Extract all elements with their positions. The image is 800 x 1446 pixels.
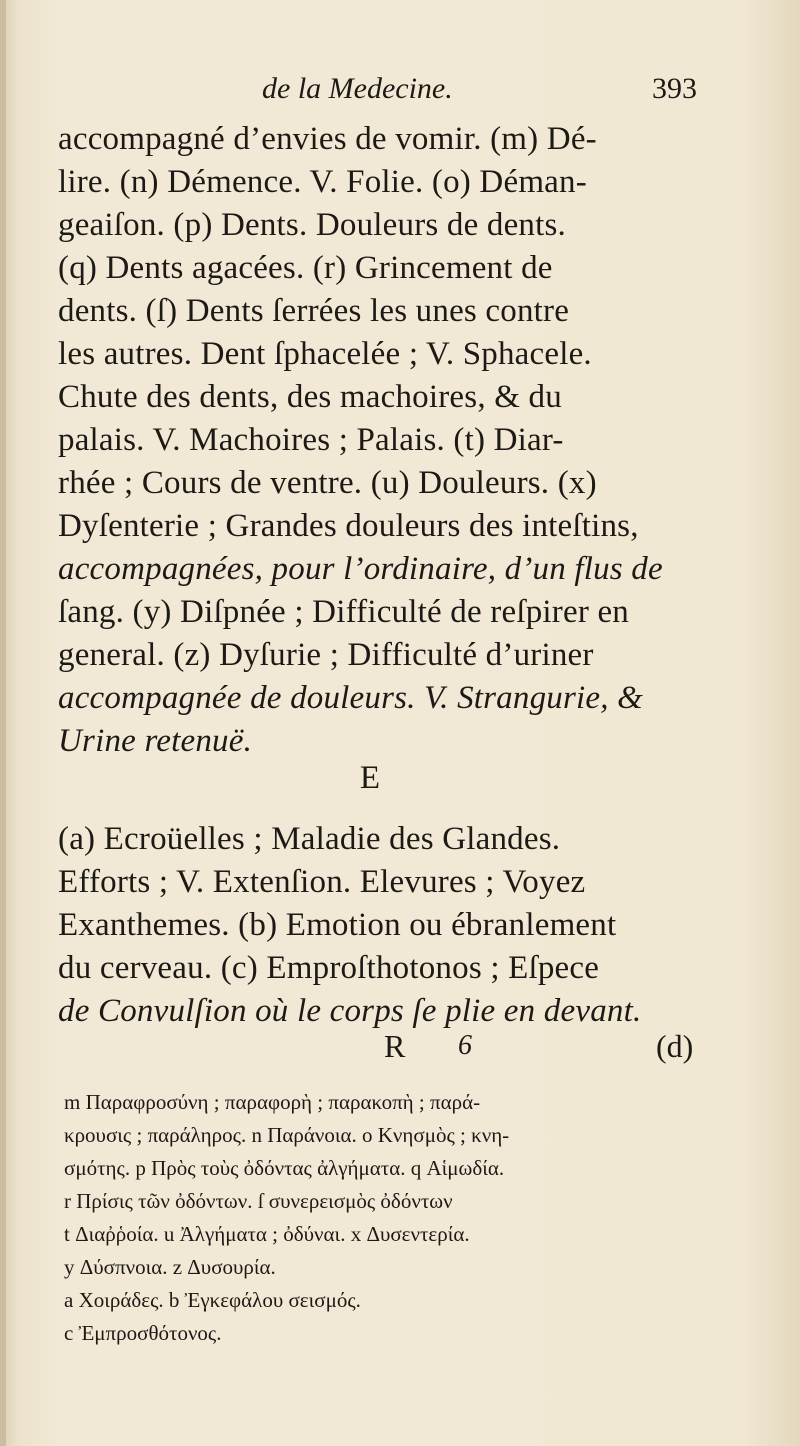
page-number: 393 — [652, 72, 697, 105]
text-line: du cerveau. (c) Emproſthotonos ; Eſpece — [58, 950, 600, 986]
text-line: Chute des dents, des machoires, & du — [58, 379, 562, 415]
text-line: de Convulſion où le corps ſe plie en devant. — [58, 993, 642, 1029]
section-letter-text: E — [359, 760, 381, 796]
text-line: (q) Dents agacées. (r) Grincement de — [58, 250, 553, 286]
main-text-continued — [58, 818, 708, 1033]
catchword: (d) — [656, 1028, 694, 1064]
footnote-line: r Πρίσις τῶν ὀδόντων. ſ συνερεισμὸς ὀδόντων — [64, 1189, 453, 1213]
text-line: (a) Ecroüelles ; Maladie des Glandes. — [58, 821, 561, 857]
page-edge — [0, 0, 6, 1446]
signature-number: 6 — [458, 1030, 472, 1061]
section-letter — [0, 758, 800, 798]
running-head: de la Medecine. — [262, 72, 453, 105]
text-line: Exanthemes. (b) Emotion ou ébranlement — [58, 907, 617, 943]
text-line: accompagné d’envies de vomir. (m) Dé- — [58, 121, 597, 157]
text-line: Urine retenuë. — [58, 723, 253, 759]
text-line: accompagnées, pour l’ordinaire, d’un flus de — [58, 551, 663, 587]
text-line: geaiſon. (p) Dents. Douleurs de dents. — [58, 207, 566, 243]
footnote-line: y Δύσπνοια. z Δυσουρία. — [64, 1255, 276, 1279]
footnote-line: κρουσις ; παράληρος. n Παράνοια. o Κνησμὸς ; κνη- — [64, 1123, 510, 1147]
text-line: lire. (n) Démence. V. Folie. (o) Déman- — [58, 164, 587, 200]
text-line: general. (z) Dyſurie ; Difficulté d’uriner — [58, 637, 594, 673]
text-line: Dyſenterie ; Grandes douleurs des inteſtins, — [58, 508, 639, 544]
text-line: palais. V. Machoires ; Palais. (t) Diar- — [58, 422, 564, 458]
text-line: Efforts ; V. Extenſion. Elevures ; Voyez — [58, 864, 586, 900]
footnote-line: σμότης. p Πρὸς τοὺς ὀδόντας ἀλγήματα. q Αἱμωδία. — [64, 1156, 505, 1180]
footnote-line: a Χοιράδες. b Ἐγκεφάλου σεισμός. — [64, 1288, 361, 1312]
text-line: ſang. (y) Diſpnée ; Difficulté de reſpirer en — [58, 594, 629, 630]
signature-mark: R — [384, 1028, 406, 1064]
page-header — [0, 72, 800, 112]
text-line: rhée ; Cours de ventre. (u) Douleurs. (x) — [58, 465, 597, 501]
greek-footnotes — [64, 1086, 724, 1350]
footnote-line: c Ἐμπροσθότονος. — [64, 1321, 222, 1345]
signature-line — [0, 1024, 800, 1068]
text-line: les autres. Dent ſphacelée ; V. Sphacele. — [58, 336, 592, 372]
footnote-line: t Διαῤῥοία. u Ἀλγήματα ; ὀδύναι. x Δυσεντερία. — [64, 1222, 470, 1246]
footnote-line: m Παραφροσύνη ; παραφορὴ ; παρακοπὴ ; παρά- — [64, 1090, 481, 1114]
main-text — [58, 118, 708, 763]
text-line: accompagnée de douleurs. V. Strangurie, & — [58, 680, 644, 716]
text-line: dents. (ſ) Dents ſerrées les unes contre — [58, 293, 570, 329]
